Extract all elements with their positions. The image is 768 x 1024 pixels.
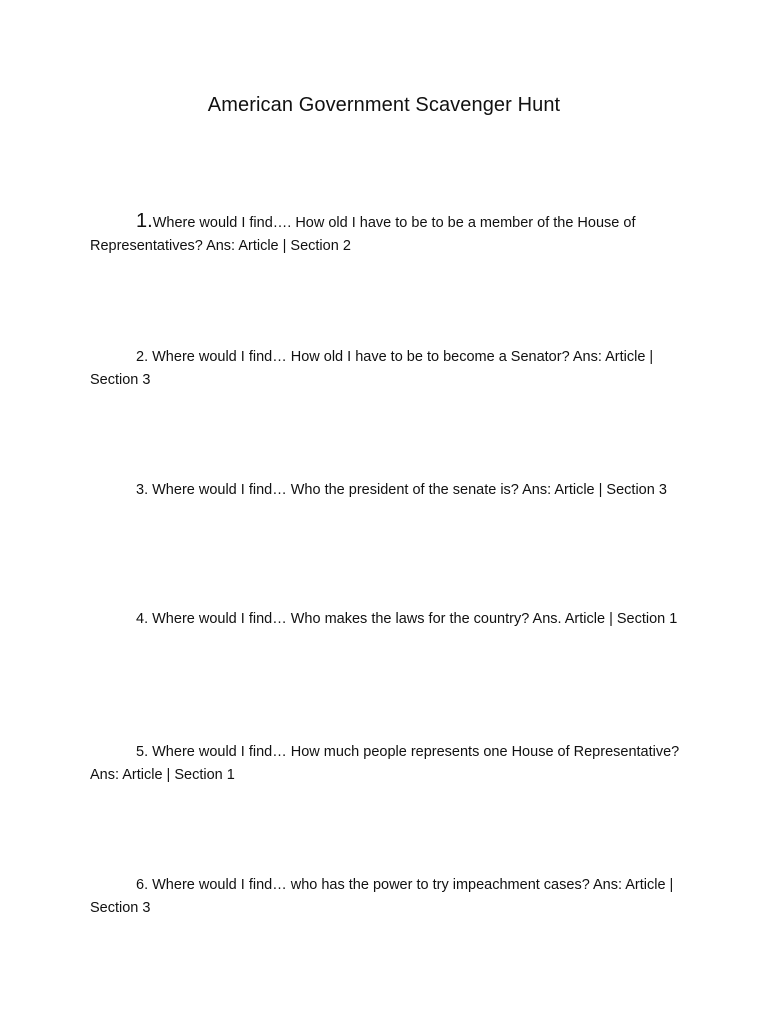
question-text: Where would I find… Who makes the laws for the country? Ans. Article | Section 1 bbox=[152, 611, 678, 627]
question-text: Where would I find… who has the power to try impeachment cases? Ans: Article | Section 3 bbox=[90, 877, 674, 916]
question-number: 1. bbox=[136, 210, 153, 232]
question-number: 3. bbox=[136, 482, 149, 498]
question-text: Where would I find…. How old I have to be to be a member of the House of Representatives? Ans: Article | Section 2 bbox=[90, 215, 636, 254]
question-1 bbox=[90, 210, 690, 258]
question-number: 4. bbox=[136, 611, 149, 627]
question-text: Where would I find… How old I have to be to become a Senator? Ans: Article | Section 3 bbox=[90, 349, 654, 388]
question-3 bbox=[90, 479, 690, 502]
question-number: 5. bbox=[136, 744, 149, 760]
document-title: American Government Scavenger Hunt bbox=[207, 94, 561, 116]
question-text: Where would I find… How much people represents one House of Representative? Ans: Article | Section 1 bbox=[90, 744, 680, 783]
question-number: 2. bbox=[136, 349, 149, 365]
question-4 bbox=[90, 608, 690, 631]
question-2 bbox=[90, 346, 690, 392]
question-number: 6. bbox=[136, 877, 149, 893]
question-text: Where would I find… Who the president of the senate is? Ans: Article | Section 3 bbox=[152, 482, 667, 498]
question-5 bbox=[90, 741, 690, 787]
question-6 bbox=[90, 874, 690, 920]
